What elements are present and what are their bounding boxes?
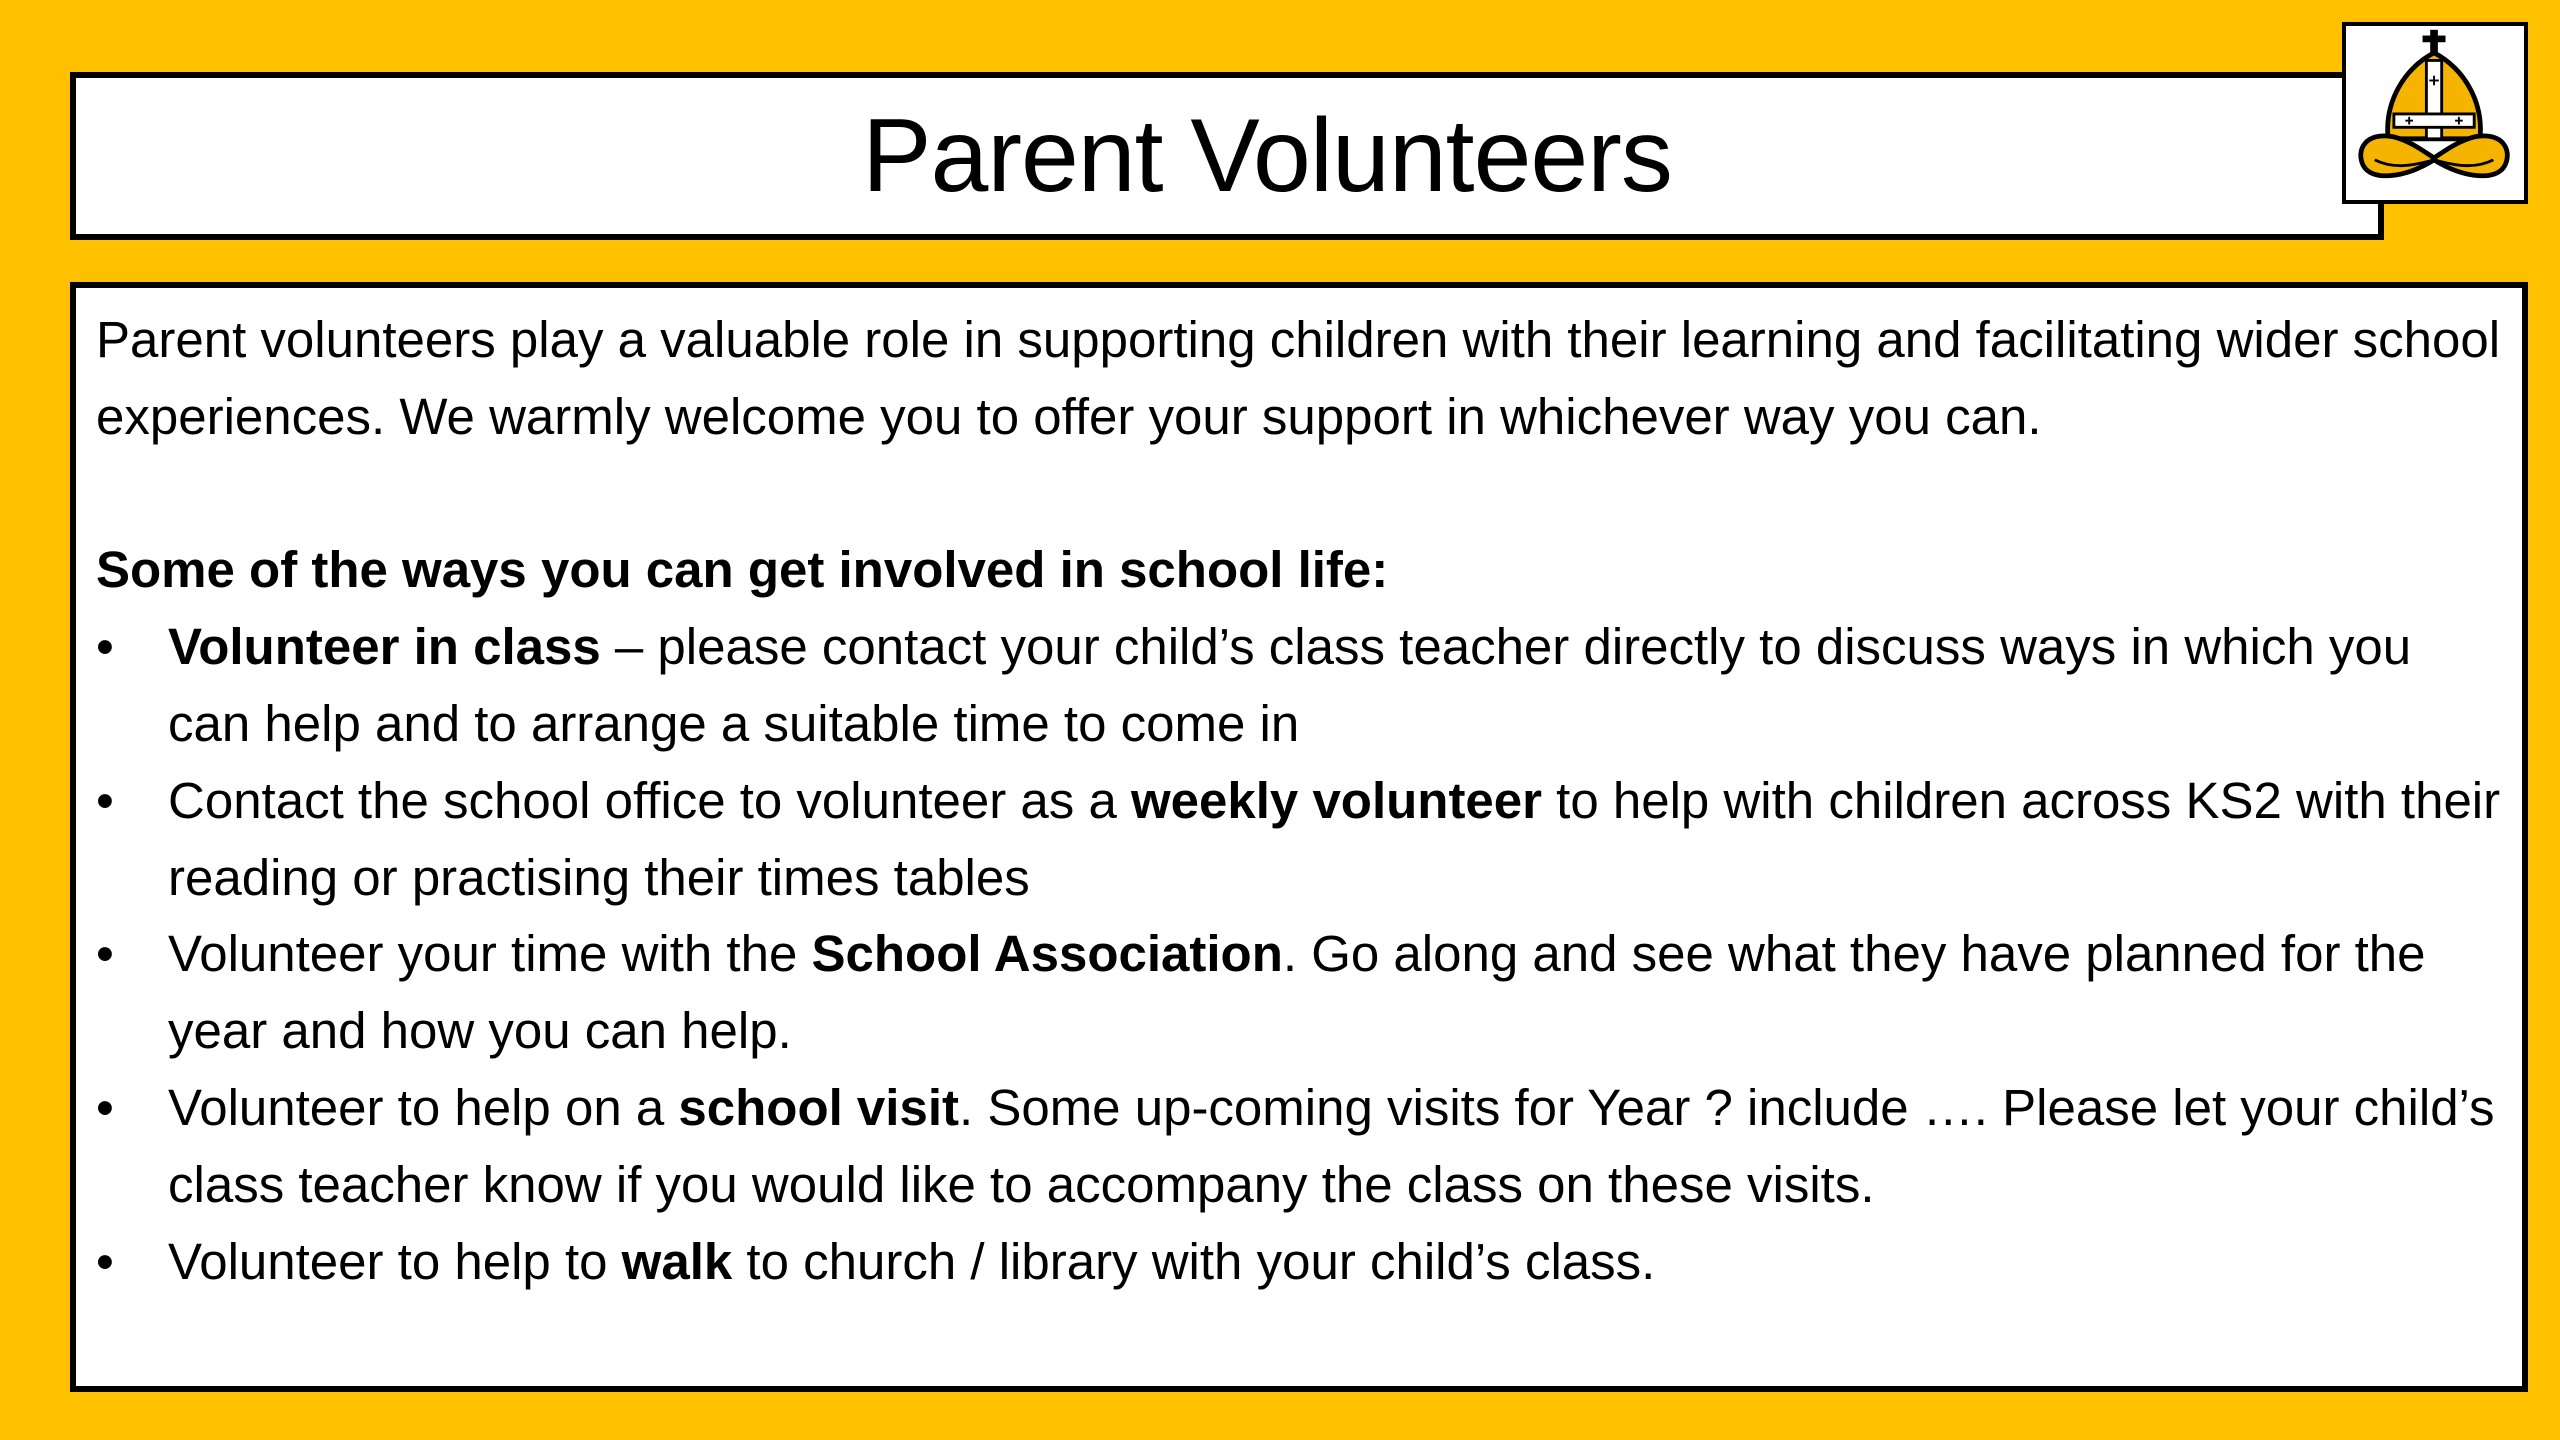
bullet-icon: • [96,1078,114,1136]
list-item: • Volunteer to help to walk to church / library with your child’s class. [96,1224,2502,1301]
ways-list [96,609,2502,1300]
bullet-icon: • [96,1232,114,1290]
school-logo [2342,22,2528,204]
list-item: • Volunteer in class – please contact your child’s class teacher directly to discuss ways in which you can help and to arrange a suitable time to come in [96,609,2502,763]
title-box [70,72,2384,240]
list-item: • Contact the school office to volunteer as a weekly volunteer to help with children across KS2 with their reading or practising their times tables [96,763,2502,917]
emphasis: walk [621,1232,733,1290]
school-crest-mitre-icon [2346,26,2524,200]
bullet-icon: • [96,771,114,829]
list-item: • Volunteer to help on a school visit. Some up-coming visits for Year ? include …. Please let your child’s class teacher know if you would like to accompany the class on these visits. [96,1070,2502,1224]
list-item: • Volunteer your time with the School Association. Go along and see what they have planned for the year and how you can help. [96,916,2502,1070]
slide-title: Parent Volunteers [862,97,1672,214]
bullet-icon: • [96,618,114,676]
intro-paragraph: Parent volunteers play a valuable role in supporting children with their learning and facilitating wider school experiences. We warmly welcome you to offer your support in whichever way you can. [96,311,2501,445]
emphasis: weekly volunteer [1130,771,1542,829]
emphasis: school visit [678,1078,959,1136]
emphasis: Volunteer in class [168,618,601,676]
emphasis: School Association [811,925,1283,983]
content-box [70,282,2528,1392]
bullet-icon: • [96,925,114,983]
ways-heading: Some of the ways you can get involved in school life: [96,541,1389,599]
